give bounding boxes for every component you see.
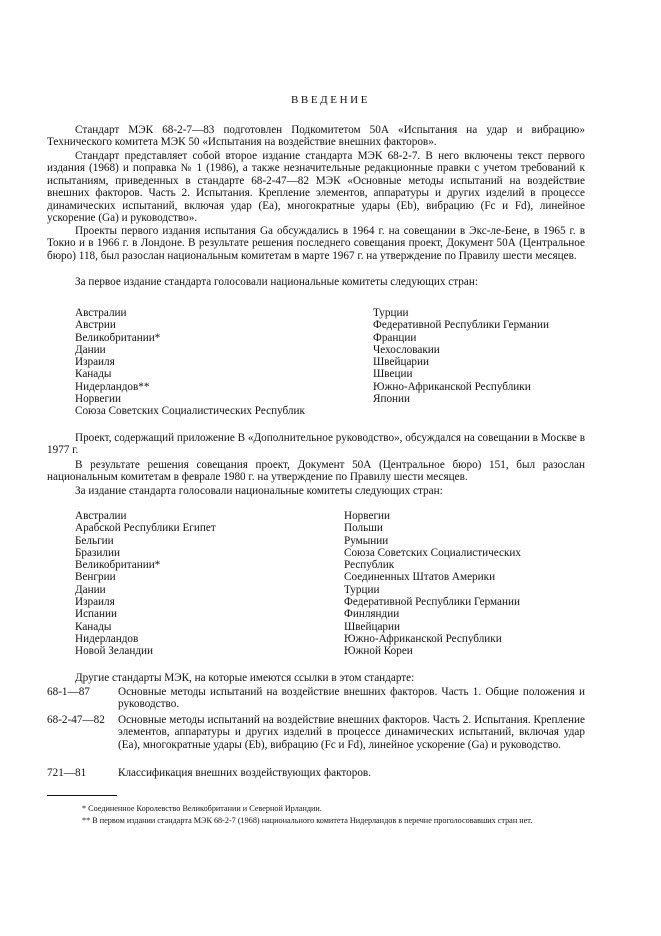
country-item: Южной Кореи bbox=[344, 645, 413, 658]
footnote-divider bbox=[47, 795, 117, 796]
country-item: Канады bbox=[75, 620, 112, 633]
country-item: Швеции bbox=[373, 368, 413, 381]
country-item: Бразилии bbox=[75, 546, 120, 559]
vote-intro-second: За издание стандарта голосовали национальные комитеты следующих стран: bbox=[75, 485, 443, 497]
reference-code: 68-2-47—82 bbox=[47, 714, 105, 726]
reference-code: 721—81 bbox=[47, 767, 87, 779]
country-item: Австрии bbox=[75, 319, 116, 332]
country-item: Союза Советских Социалистических Республик bbox=[75, 405, 305, 418]
country-item: Федеративной Республики Германии bbox=[373, 319, 549, 332]
country-item: Дании bbox=[75, 343, 106, 356]
country-item: Польши bbox=[344, 522, 383, 535]
country-item: Южно-Африканской Республики bbox=[344, 632, 502, 645]
countries-first-right bbox=[373, 307, 549, 405]
intro-paragraph-2: Стандарт представляет собой второе издание стандарта МЭК 68-2-7. В него включены текст первого издания (1968) и поправка № 1 (1986), а также незначительные редакционные правки с учетом требований к испытаниям, приведенных в стандарте 68-2-47—82 МЭК «Основные методы испытаний на воздействие внешних факторов. Часть 2. Испытания. Крепление элементов, аппаратуры и других изделий в процессе динамических испытаний, включая удар (Ea), многократные удары (Eb), вибрацию (Fc и Fd), линейное ускорение (Ga) и руководство». bbox=[47, 150, 585, 225]
reference-code: 68-1—87 bbox=[47, 686, 90, 698]
country-item: Израиля bbox=[75, 596, 115, 609]
reference-text: Основные методы испытаний на воздействие внешних факторов. Часть 1. Общие положения и руководство. bbox=[118, 686, 585, 711]
country-item: Румынии bbox=[344, 534, 389, 547]
country-item: Норвегии bbox=[344, 510, 391, 522]
country-item: Дании bbox=[75, 583, 106, 596]
country-item: Швейцарии bbox=[344, 620, 400, 633]
country-item: Великобритании* bbox=[75, 559, 161, 572]
country-item: Турции bbox=[373, 307, 409, 319]
country-item: Великобритании* bbox=[75, 331, 161, 344]
references-intro: Другие стандарты МЭК, на которые имеются ссылки в этом стандарте: bbox=[75, 672, 415, 684]
intro-paragraph-1: Стандарт МЭК 68-2-7—83 подготовлен Подкомитетом 50А «Испытания на удар и вибрацию» Технического комитета МЭК 50 «Испытания на воздействие внешних факторов». bbox=[47, 124, 585, 149]
country-item: Турции bbox=[344, 583, 380, 596]
country-item: Австралии bbox=[75, 510, 127, 522]
country-item: Франции bbox=[373, 331, 417, 344]
country-item: Южно-Африканской Республики bbox=[373, 380, 531, 393]
country-item: Израиля bbox=[75, 356, 115, 369]
section-title: ВВЕДЕНИЕ bbox=[290, 94, 371, 106]
country-item: Новой Зеландии bbox=[75, 645, 154, 658]
country-item: Чехословакии bbox=[373, 343, 440, 356]
footnote-1: * Соединенное Королевство Великобритании и Северной Ирландии. bbox=[82, 804, 322, 813]
country-item: Республик bbox=[344, 559, 395, 572]
second-draft-paragraph: В результате решения совещания проект, Документ 50А (Центральное бюро) 151, был разослан национальным комитетам в феврале 1980 г. на утверждение по Правилу шести месяцев. bbox=[47, 459, 585, 484]
country-item: Японии bbox=[373, 393, 411, 406]
country-item: Канады bbox=[75, 368, 112, 381]
reference-item bbox=[47, 686, 585, 711]
countries-second-left bbox=[75, 510, 216, 658]
country-item: Федеративной Республики Германии bbox=[344, 596, 520, 609]
country-item: Соединенных Штатов Америки bbox=[344, 571, 496, 584]
country-item: Нидерландов** bbox=[75, 380, 150, 393]
moscow-paragraph: Проект, содержащий приложение В «Дополнительное руководство», обсуждался на совещании в Москве в 1977 г. bbox=[47, 432, 585, 457]
reference-item bbox=[47, 767, 585, 779]
country-item: Венгрии bbox=[75, 571, 116, 584]
country-item: Австралии bbox=[75, 307, 127, 319]
country-item: Норвегии bbox=[75, 393, 122, 406]
country-item: Испании bbox=[75, 608, 117, 621]
reference-text: Основные методы испытаний на воздействие внешних факторов. Часть 2. Испытания. Крепление элементов, аппаратуры и других изделий в процессе динамических испытаний, включая удар (Ea), многократные удары (Eb), вибрацию (Fc и Fd), линейное ускорение (Ga) и руководство. bbox=[118, 714, 585, 751]
vote-intro-first: За первое издание стандарта голосовали национальные комитеты следующих стран: bbox=[75, 276, 478, 288]
country-item: Финляндии bbox=[344, 608, 400, 621]
intro-paragraph-3: Проекты первого издания испытания Ga обсуждались в 1964 г. на совещании в Экс-ле-Бене, в 1965 г. в Токио и в 1966 г. в Лондоне. В результате решения последнего совещания проект, Документ 50А (Центральное бюро) 118, был разослан национальным комитетам в марте 1967 г. на утверждение по Правилу шести месяцев. bbox=[47, 225, 585, 262]
countries-second-right bbox=[344, 510, 521, 658]
country-item: Арабской Республики Египет bbox=[75, 522, 216, 535]
reference-text: Классификация внешних воздействующих факторов. bbox=[118, 767, 371, 779]
footnote-2: ** В первом издании стандарта МЭК 68-2-7 (1968) национального комитета Нидерландов в перечне проголосовавших стран нет. bbox=[82, 816, 533, 825]
reference-item bbox=[47, 714, 585, 751]
countries-first-left bbox=[75, 307, 305, 418]
country-item: Союза Советских Социалистических bbox=[344, 546, 521, 559]
country-item: Швейцарии bbox=[373, 356, 429, 369]
country-item: Бельгии bbox=[75, 534, 114, 547]
country-item: Нидерландов bbox=[75, 632, 139, 645]
